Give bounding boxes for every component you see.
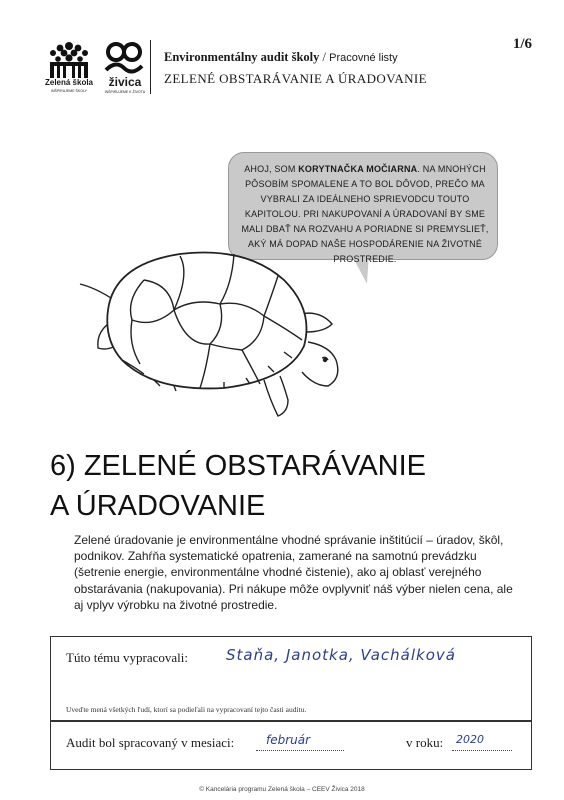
zelena-skola-logo-name: Zelená škola xyxy=(44,78,94,87)
bubble-text-cont: . NA MNOHÝCH xyxy=(417,164,486,174)
year-label: v roku: xyxy=(406,735,444,750)
form-divider xyxy=(50,720,531,722)
zivica-logo-name: živica xyxy=(108,75,142,89)
title-separator: / xyxy=(319,50,330,64)
zivica-logo xyxy=(100,38,150,98)
month-field[interactable]: február xyxy=(266,733,311,747)
worksheet-label: Pracovné listy xyxy=(329,52,398,64)
document-title xyxy=(164,50,398,65)
year-dotted-line xyxy=(452,750,512,751)
section-heading-line2: A ÚRADOVANIE xyxy=(50,490,266,522)
page-number: 1/6 xyxy=(512,36,532,52)
year-field[interactable]: 2020 xyxy=(456,733,484,746)
audit-title: Environmentálny audit školy xyxy=(164,50,320,64)
zivica-logo-tagline: INŠPIRUJEME K ŽIVOTU xyxy=(104,90,146,94)
bubble-text-start: AHOJ, SOM xyxy=(244,164,299,174)
header-divider xyxy=(150,40,151,94)
chapter-title: ZELENÉ OBSTARÁVANIE A ÚRADOVANIE xyxy=(164,71,427,86)
turtle-illustration xyxy=(74,240,364,420)
section-heading-line1: 6) ZELENÉ OBSTARÁVANIE xyxy=(50,450,427,482)
authors-field[interactable]: Staňa, Janotka, Vachálková xyxy=(226,646,456,664)
month-dotted-line xyxy=(256,750,344,751)
footer-copyright: © Kancelária programu Zelená škola – CEEV Živica 2018 xyxy=(199,786,365,793)
section-body-text: Zelené úradovanie je environmentálne vhodné správanie inštitúcií – úradov, škôl, podnikov. Zahŕňa systematické opatrenia, zamerané na samotnú prevádzku (šetrenie energie, environmentálne vhodné čistenie), ako aj oblasť verejného obstarávania (nakupovania). Pri nákupe môže ovplyvniť náš výber nielen cena, ale aj vplyv výrobku na životné prostredie. xyxy=(74,533,513,612)
bubble-text-rest: PÔSOBÍM SPOMALENE A TO BOL DÔVOD, PREČO MA VYBRALI ZA IDEÁLNEHO SPRIEVODCU TOUTO KAPITOLOU. PRI NAKUPOVANÍ A ÚRADOVANÍ BY SME MALI DBAŤ NA ROZVAHU A PORIADNE SI PREMYSLIEŤ, AKÝ MÁ DOPAD NAŠE HOSPODÁRENIE NA ŽIVOTNÉ PROSTREDIE. xyxy=(241,179,489,264)
section-heading xyxy=(50,446,530,526)
authors-label: Túto tému vypracovali: xyxy=(66,650,189,665)
authors-note: Uveďte mená všetkých ľudí, ktorí sa podieľali na vypracovaní tejto časti auditu. xyxy=(66,705,307,714)
bubble-turtle-name: KORYTNAČKA MOČIARNA xyxy=(298,164,418,174)
zelena-skola-logo-tagline: INŠPIRUJEME ŠKOLY xyxy=(51,89,87,93)
month-label: Audit bol spracovaný v mesiaci: xyxy=(66,735,235,750)
